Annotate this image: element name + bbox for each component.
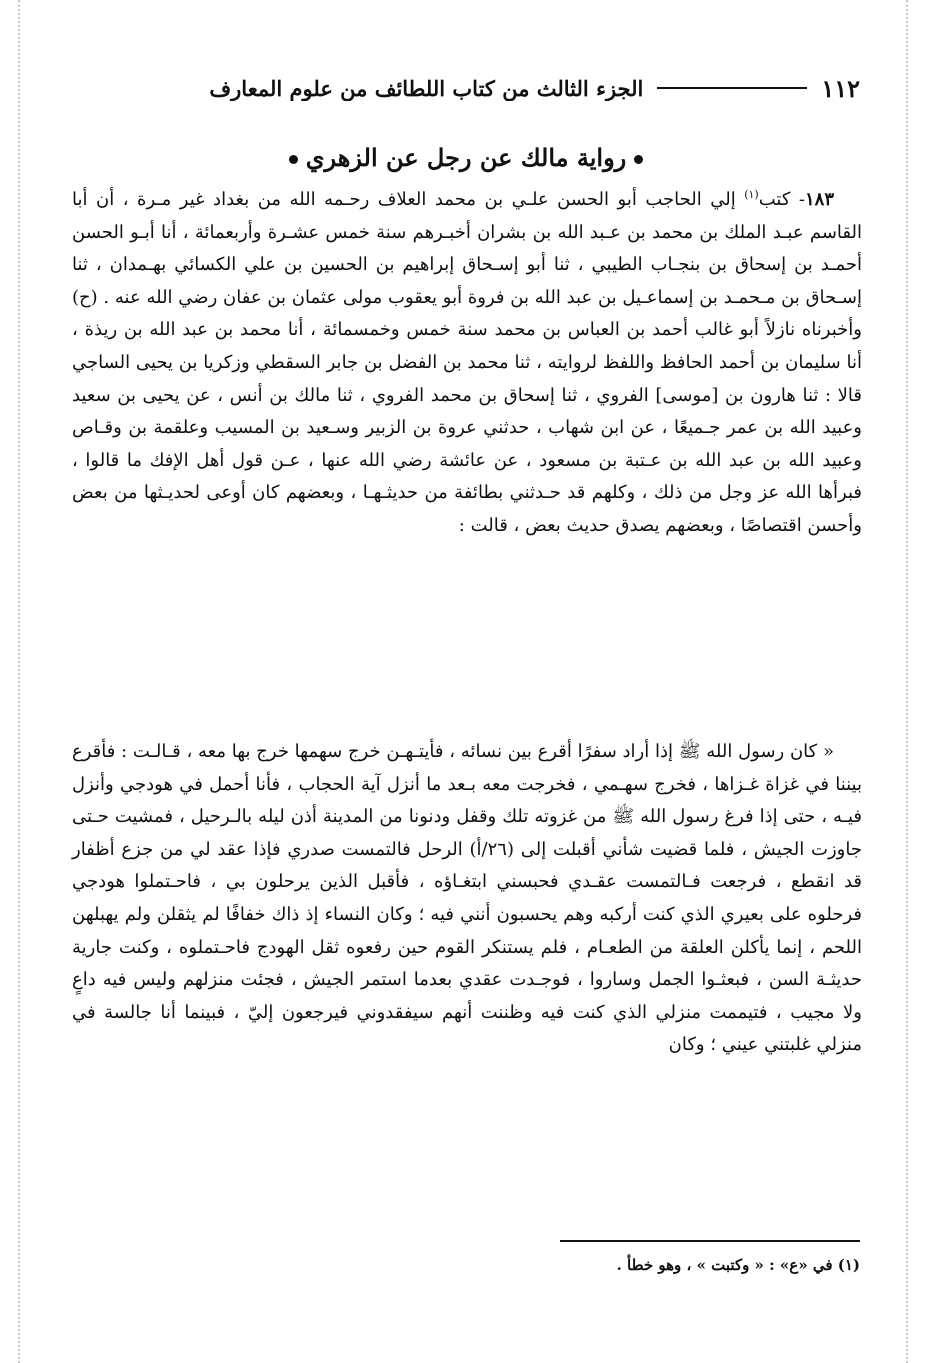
scan-edge-right [906, 0, 908, 1363]
section-title [72, 138, 860, 178]
paragraph-text-start: - كتب [758, 189, 805, 210]
entry-number: ١٨٣ [804, 189, 834, 210]
footnote-rule [560, 1240, 860, 1242]
footnote-text: (١) في «ع» : « وكتبت » ، وهو خطأ . [616, 1256, 860, 1274]
paragraph-text: « كان رسول الله ﷺ إذا أراد سفرًا أقرع بين نسائه ، فأيتـهـن خرج سهمها خرج بها معه ، قـالـت : فأقرع بيننا في غزاة غـزاها ، فخرج سهـمي ، فخرجت معه بـعد ما أنزل آية الحجاب ، فأنا أحمل في هودجي وأنزل فيـه ، حتى إذا فرغ رسول الله ﷺ من غزوته تلك وقفل ودنونا من المدينة أذن ليله بالـرحيل ، فمشيت حـتى جاوزت الجيش ، فلما قضيت شأني أقبلت إلى (٢٦/أ) الرحل فالتمست صدري فإذا عقد لي من جزع أظفار قد انقطع ، فرجعت فـالتمست عقـدي فحبسني ابتغـاؤه ، فأقبل الذين يرحلون بي ، فاحـتملوا هودجي فرحلوه على بعيري الذي كنت أركبه وهم يحسبون أنني فيه ؛ وكان النساء إذ ذاك خفافًا لم يثقلن ولم يهبلهن اللحم ، إنما يأكلن العلقة من الطعـام ، فلم يستنكر القوم حين رفعوه ثقل الهودج فاحـتملوه ، وكنت جارية حديثـة السن ، فبعثـوا الجمل وساروا ، فوجـدت عقدي بعدما استمر الجيش ، فجئت منزلهم وليس فيه داعٍ ولا مجيب ، فتيممت منزلي الذي كنت فيه وظننت أنهم سيفقدوني فيرجعون إليّ ، فبينما أنا جالسة في منزلي غلبتني عيني ؛ وكان [72, 741, 862, 1056]
bullet-icon [289, 155, 298, 164]
page-header [72, 66, 860, 110]
section-title-text: رواية مالك عن رجل عن الزهري [305, 143, 627, 172]
paragraph-183 [72, 184, 862, 543]
running-title: الجزء الثالث من كتاب اللطائف من علوم المعارف [209, 75, 644, 101]
page-number: ١١٢ [821, 73, 860, 103]
bullet-icon [634, 155, 643, 164]
paragraph-hadith [72, 736, 862, 1062]
paragraph-text: إلي الحاجب أبو الحسن علـي بن محمد العلاف رحـمه الله من بغداد غير مـرة ، أن أبا القاسم عبـد الملك بن محمد بن عـبد الله بن بشران أخبـرهم سنة خمس عشـرة وأربعمائة ، أنا أبـو الحسن أحمـد بن إسحاق بن بنجـاب الطيبي ، ثنا أبو إسـحاق إبراهيم بن الحسين بن علي الكسائي بهـمدان ، ثنا إسـحاق بن مـحمـد بن إسماعـيل بن عبد الله بن فروة أبو يعقوب مولى عثمان بن عفان رضي الله عنه . (ح) وأخبرناه نازلاً أبو غالب أحمد بن العباس بن محمد سنة خمس وخمسمائة ، أنا محمد بن عبد الله بن ريذة ، أنا سليمان بن أحمد الحافظ واللفظ لروايته ، ثنا محمد بن الفضل بن جابر السقطي وزكريا بن يحيى الساجي قالا : ثنا هارون بن [موسى] الفروي ، ثنا إسحاق بن محمد الفروي ، ثنا مالك بن أنس ، عن يحيى بن سعيد وعبيد الله بن عمر جـميعًا ، عن ابن شهاب ، حدثني عروة بن الزبير وسـعيد بن المسيب وعلقمة بن وقـاص وعبيد الله بن عبد الله بن عـتبة بن مسعود ، عن عائشة رضي الله عنها ، عـن قول أهل الإفك ما قالوا ، فبرأها الله عز وجل من ذلك ، وكلهم قد حـدثني بطائفة من حديثـهـا ، وبعضهم كان أوعى لحديـثها من بعض وأحسن اقتصاصًا ، وبعضهم يصدق حديث بعض ، قالت : [72, 189, 863, 536]
header-rule [657, 87, 807, 89]
footnote-ref[interactable]: (١) [744, 188, 759, 201]
footnote [72, 1252, 860, 1278]
scan-edge-left [18, 0, 20, 1363]
